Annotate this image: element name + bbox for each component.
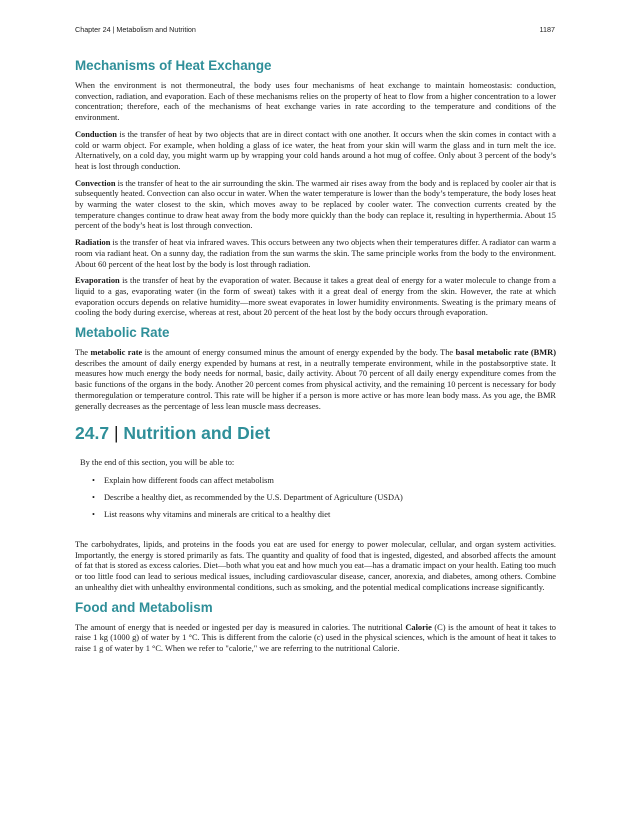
section-separator: | bbox=[113, 423, 119, 444]
objective-item: • Explain how different foods can affect metabolism bbox=[92, 475, 556, 486]
paragraph-food-metabolism bbox=[75, 623, 556, 655]
term-metabolic-rate: metabolic rate bbox=[90, 348, 143, 358]
heading-heat-exchange: Mechanisms of Heat Exchange bbox=[75, 58, 272, 73]
metabolic-rate-text-1: The bbox=[75, 348, 91, 358]
metabolic-rate-text-3: describes the amount of daily energy expended by humans at rest, in a neutrally temperate environment, while in the postabsorptive state. It measures how much energy the body needs for normal, basic, daily activity. About 70 percent of all daily energy expenditure comes from the basic functions of the organs in the body. Another 20 percent comes from physical activity, and the remaining 10 percent is necessary for body thermoregulation or temperature control. This rate will be higher if a person is more active or has more lean body mass. As you age, the BMR generally decreases as the percentage of less lean muscle mass decreases. bbox=[75, 358, 556, 411]
objectives-intro: By the end of this section, you will be able to: bbox=[80, 458, 235, 468]
paragraph-nutrition-intro: The carbohydrates, lipids, and proteins in the foods you eat are used for energy to power molecular, cellular, and organ system activities. Importantly, the energy is stored primarily as fats. The quantity and quality of food that is ingested, digested, and absorbed affects the amount of fat that is stored as excess calories. Diet—both what you eat and how much you eat—has a dramatic impact on your health. Eating too much or too little food can lead to serious medical issues, including cardiovascular disease, cancer, anorexia, and diabetes, among others. Combine an unhealthy diet with unhealthy environmental conditions, such as smoking, and the potential medical complications increase significantly. bbox=[75, 539, 556, 592]
heading-metabolic-rate: Metabolic Rate bbox=[75, 325, 170, 341]
evaporation-text: is the transfer of heat by the evaporation of water. Because it takes a great deal of energy for a water molecule to change from a liquid to a gas, evaporating water (in the form of sweat) takes with it a great deal of energy from the skin. However, the rate at which evaporation occurs depends on relative humidity—more sweat evaporates in lower humidity environments. Sweating is the primary means of cooling the body during exercise, whereas at rest, about 20 percent of the heat lost by the body occurs through evaporation. bbox=[75, 276, 556, 318]
page-number: 1187 bbox=[539, 25, 555, 34]
paragraph-heat-exchange-intro: When the environment is not thermoneutral, the body uses four mechanisms of heat exchange to maintain homeostasis: conduction, convection, radiation, and evaporation. Each of these mechanisms relies on the property of heat to flow from a higher concentration to a lower concentration; therefore, each of the mechanisms of heat exchange varies in rate according to the temperature and conditions of the environment. bbox=[75, 81, 556, 123]
term-radiation: Radiation bbox=[75, 238, 111, 248]
heading-food-metabolism: Food and Metabolism bbox=[75, 599, 213, 615]
chapter-label: Chapter 24 | Metabolism and Nutrition bbox=[75, 25, 196, 34]
metabolic-rate-text-2: is the amount of energy consumed minus the amount of energy expended by the body. The bbox=[142, 348, 456, 358]
objective-item: • Describe a healthy diet, as recommended by the U.S. Department of Agriculture (USDA) bbox=[92, 492, 556, 503]
paragraph-convection bbox=[75, 179, 556, 233]
term-conduction: Conduction bbox=[75, 129, 117, 139]
radiation-text: is the transfer of heat via infrared waves. This occurs between any two objects when their temperatures differ. A radiator can warm a room via radiant heat. On a sunny day, the radiation from the sun warms the skin. The same principle works from the body to the environment. About 60 percent of the heat lost by the body is lost through radiation. bbox=[75, 238, 556, 269]
conduction-text: is the transfer of heat by two objects that are in direct contact with one another. It occurs when the skin comes in contact with a cold or warm object. For example, when holding a glass of ice water, the heat from your skin will warm the glass and in turn melt the ice. Alternatively, on a cold day, you might warm up by wrapping your cold hands around a hot mug of coffee. Only about 3 percent of the body’s heat is lost through conduction. bbox=[75, 129, 556, 171]
section-title bbox=[75, 422, 556, 444]
convection-text: is the transfer of heat to the air surrounding the skin. The warmed air rises away from the body and is replaced by cooler air that is subsequently heated. Convection can also occur in water. When the water temperature is lower than the body’s temperature, the body loses heat by warming the water closest to the skin, which moves away to be replaced by cooler water. The convection currents created by the temperature changes continue to draw heat away from the body more quickly than the body can replace it, resulting in hyperthermia. About 15 percent of the body’s heat is lost through convection. bbox=[75, 178, 556, 231]
learning-objectives bbox=[75, 458, 556, 520]
term-convection: Convection bbox=[75, 178, 116, 188]
section-number: 24.7 bbox=[75, 423, 110, 444]
running-header bbox=[75, 25, 555, 34]
paragraph-conduction bbox=[75, 130, 556, 173]
paragraph-evaporation bbox=[75, 276, 556, 319]
paragraph-metabolic-rate bbox=[75, 348, 556, 412]
page-body bbox=[75, 58, 556, 661]
food-metabolism-text-2: (C) is the amount of heat it takes to raise 1 kg (1000 g) of water by 1 °C. This is different from the calorie (c) used in the physical sciences, which is the amount of heat it takes to raise 1 g of water by 1 °C. When we refer to "calorie," we are referring to the nutritional Calorie. bbox=[75, 622, 556, 653]
objectives-list bbox=[80, 475, 556, 520]
food-metabolism-text-1: The amount of energy that is needed or ingested per day is measured in calories. The nutritional bbox=[75, 622, 406, 632]
term-evaporation: Evaporation bbox=[75, 276, 120, 286]
term-basal-metabolic-rate: basal metabolic rate (BMR) bbox=[455, 348, 556, 358]
term-calorie: Calorie bbox=[405, 622, 432, 632]
section-name: Nutrition and Diet bbox=[123, 423, 271, 444]
objective-item: • List reasons why vitamins and minerals are critical to a healthy diet bbox=[92, 509, 556, 520]
paragraph-radiation bbox=[75, 238, 556, 270]
